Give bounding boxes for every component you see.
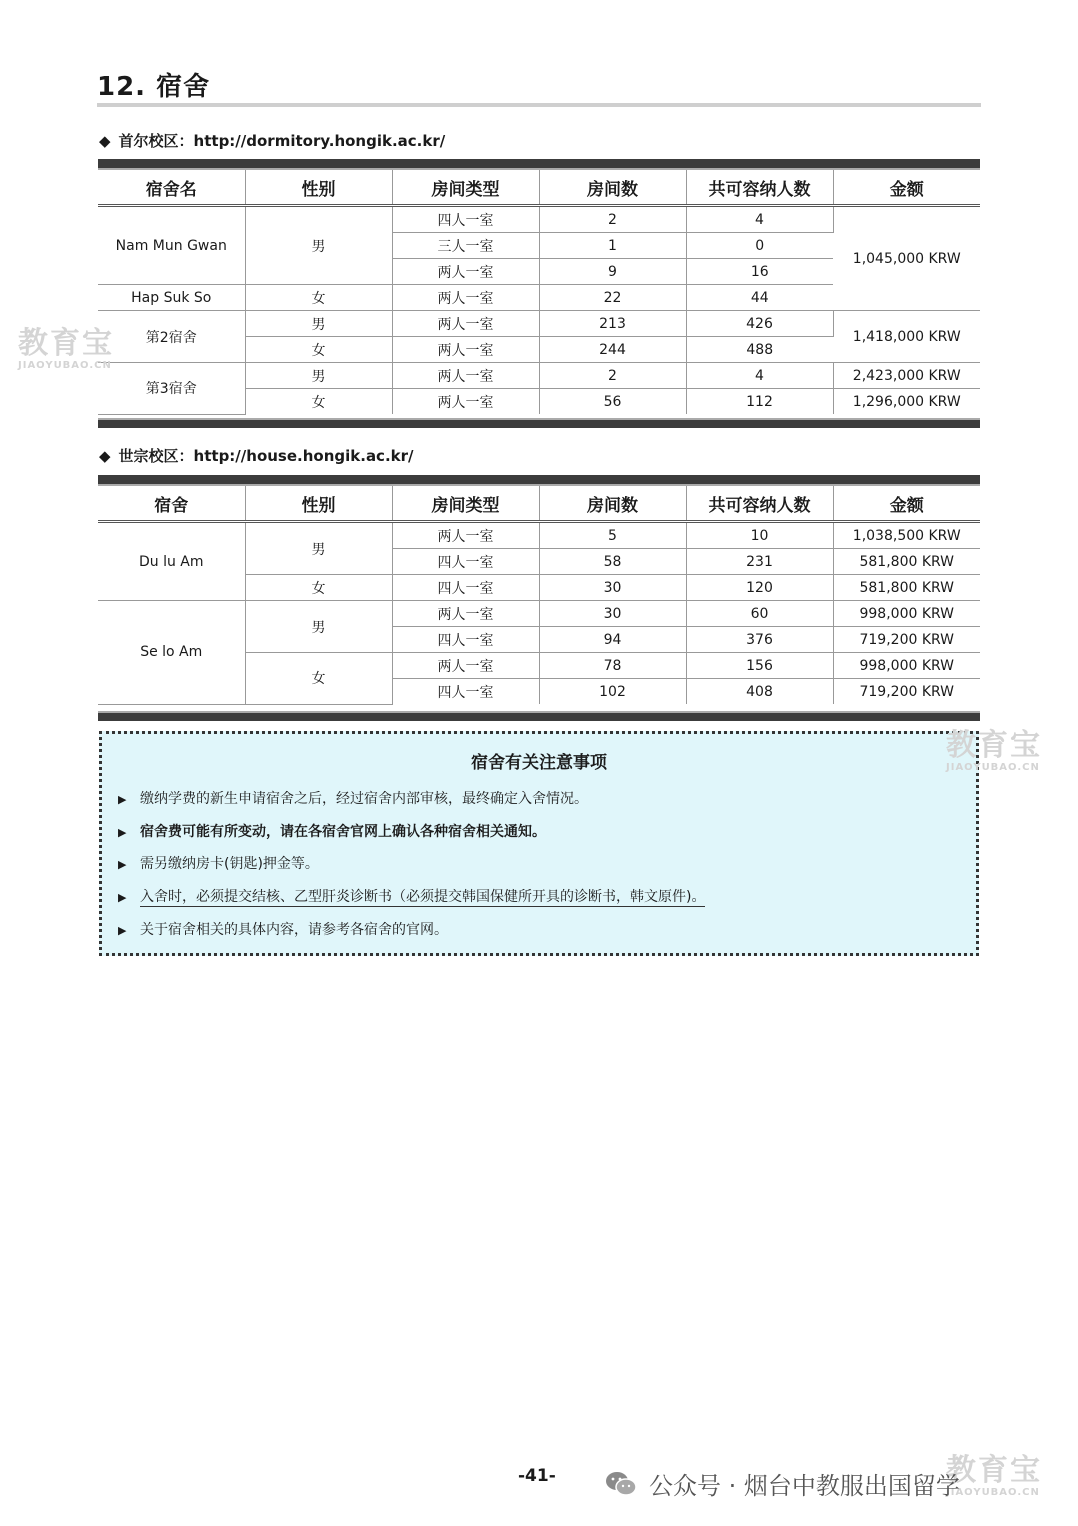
seoul-heading-text: 首尔校区：http://dormitory.hongik.ac.kr/	[118, 132, 446, 150]
capacity-cell: 4	[686, 206, 833, 233]
gender-cell: 男	[245, 601, 392, 653]
dorm-name-cell: Se lo Am	[98, 601, 245, 705]
table-row	[98, 311, 980, 337]
room-type-cell: 两人一室	[392, 601, 539, 627]
room-count-cell: 94	[539, 627, 686, 653]
diamond-icon: ◆	[99, 447, 111, 465]
room-count-cell: 22	[539, 285, 686, 311]
capacity-cell: 4	[686, 363, 833, 389]
room-type-cell: 四人一室	[392, 206, 539, 233]
notice-item: ▶ 关于宿舍相关的具体内容，请参考各宿舍的官网。	[118, 922, 448, 938]
header-cell: 房间类型	[392, 486, 539, 522]
room-type-cell: 两人一室	[392, 389, 539, 415]
watermark-logo: 教育宝 JIAOYUBAO.CN	[946, 1453, 1042, 1498]
notice-title: 宿舍有关注意事项	[471, 753, 607, 773]
capacity-cell: 112	[686, 389, 833, 415]
price-cell: 719,200 KRW	[859, 683, 955, 700]
page-title: 12. 宿舍	[97, 72, 211, 102]
capacity-cell: 60	[686, 601, 833, 627]
room-type-cell: 四人一室	[392, 549, 539, 575]
header-cell: 共可容纳人数	[686, 170, 833, 206]
room-count-cell: 56	[539, 389, 686, 415]
table-row	[98, 601, 980, 627]
page-number: -41-	[518, 1466, 556, 1486]
header-cell: 宿舍	[98, 486, 245, 522]
room-type-cell: 两人一室	[392, 363, 539, 389]
room-count-cell: 1	[539, 233, 686, 259]
room-type-cell: 两人一室	[392, 522, 539, 549]
capacity-cell: 231	[686, 549, 833, 575]
bullet-triangle-icon: ▶	[118, 924, 127, 937]
header-cell: 房间数	[539, 486, 686, 522]
title-rule	[97, 103, 981, 107]
gender-cell: 女	[245, 285, 392, 311]
header-cell: 共可容纳人数	[686, 486, 833, 522]
table-header-row	[98, 170, 980, 206]
gender-cell: 男	[245, 311, 392, 337]
header-cell: 房间数	[539, 170, 686, 206]
capacity-cell: 156	[686, 653, 833, 679]
capacity-cell: 44	[686, 285, 833, 311]
price-cell: 2,423,000 KRW	[833, 363, 980, 389]
price-cell: 719,200 KRW	[833, 627, 980, 653]
sejong-heading-text: 世宗校区：http://house.hongik.ac.kr/	[118, 447, 414, 465]
wechat-footer-text: 公众号 · 烟台中教服出国留学	[649, 1472, 960, 1500]
header-cell: 金额	[833, 170, 980, 206]
table-row	[98, 522, 980, 549]
watermark-logo: 教育宝 JIAOYUBAO.CN	[18, 326, 114, 371]
dorm-name-cell: Hap Suk So	[98, 285, 245, 311]
price-cell: 1,418,000 KRW	[833, 311, 980, 363]
notice-item: ▶ 入舍时，必须提交结核、乙型肝炎诊断书（必须提交韩国保健所开具的诊断书，韩文原件)。	[118, 889, 706, 905]
room-count-cell: 9	[539, 259, 686, 285]
table-header-row	[98, 486, 980, 522]
room-type-cell: 两人一室	[392, 311, 539, 337]
seoul-campus-heading	[99, 130, 445, 151]
notice-item: ▶ 宿舍费可能有所变动，请在各宿舍官网上确认各种宿舍相关通知。	[118, 824, 546, 840]
room-count-cell: 78	[539, 653, 686, 679]
table-top-bar	[98, 159, 980, 170]
capacity-cell: 16	[686, 259, 833, 285]
room-count-cell: 2	[539, 363, 686, 389]
price-cell: 1,045,000 KRW	[833, 206, 980, 311]
capacity-cell: 488	[686, 337, 833, 363]
sejong-dorm-table	[98, 486, 980, 705]
room-type-cell: 三人一室	[392, 233, 539, 259]
notice-item: ▶ 需另缴纳房卡(钥匙)押金等。	[118, 856, 319, 872]
room-count-cell: 5	[539, 522, 686, 549]
room-count-cell: 102	[539, 679, 686, 705]
price-cell: 1,038,500 KRW	[833, 522, 980, 549]
gender-cell: 男	[245, 363, 392, 389]
dorm-name-cell: Nam Mun Gwan	[98, 206, 245, 285]
bullet-triangle-icon: ▶	[118, 858, 127, 871]
notice-box	[99, 731, 979, 956]
gender-cell: 女	[245, 389, 392, 415]
table-row	[98, 363, 980, 389]
room-type-cell: 四人一室	[392, 627, 539, 653]
room-count-cell: 2	[539, 206, 686, 233]
bullet-triangle-icon: ▶	[118, 793, 127, 806]
table-top-bar	[98, 475, 980, 486]
room-count-cell: 30	[539, 575, 686, 601]
gender-cell: 女	[245, 575, 392, 601]
price-cell: 998,000 KRW	[833, 653, 980, 679]
bullet-triangle-icon: ▶	[118, 891, 127, 904]
dorm-name-cell: 第3宿舍	[98, 363, 245, 415]
seoul-dorm-table	[98, 170, 980, 415]
gender-cell: 女	[245, 653, 392, 705]
gender-cell: 男	[245, 522, 392, 575]
capacity-cell: 376	[686, 627, 833, 653]
table-row	[98, 206, 980, 233]
room-count-cell: 30	[539, 601, 686, 627]
notice-item: ▶ 缴纳学费的新生申请宿舍之后，经过宿舍内部审核，最终确定入舍情况。	[118, 791, 588, 807]
dorm-name-cell: 第2宿舍	[98, 311, 245, 363]
header-cell: 性别	[245, 170, 392, 206]
gender-cell: 女	[245, 337, 392, 363]
room-type-cell: 两人一室	[392, 337, 539, 363]
room-type-cell: 四人一室	[392, 575, 539, 601]
watermark-logo: 教育宝 JIAOYUBAO.CN	[946, 728, 1042, 773]
room-type-cell: 两人一室	[392, 653, 539, 679]
table-bottom-bar	[98, 418, 980, 428]
capacity-cell: 0	[686, 233, 833, 259]
header-cell: 房间类型	[392, 170, 539, 206]
wechat-footer	[605, 1466, 960, 1501]
capacity-cell: 10	[686, 522, 833, 549]
capacity-cell: 120	[686, 575, 833, 601]
room-type-cell: 两人一室	[392, 285, 539, 311]
capacity-cell: 426	[686, 311, 833, 337]
room-count-cell: 244	[539, 337, 686, 363]
price-cell: 581,800 KRW	[833, 575, 980, 601]
capacity-cell: 408	[686, 679, 833, 705]
dorm-name-cell: Du lu Am	[98, 522, 245, 601]
price-cell: 1,296,000 KRW	[852, 393, 961, 410]
diamond-icon: ◆	[99, 132, 111, 150]
gender-cell: 男	[245, 206, 392, 285]
sejong-campus-heading	[99, 445, 414, 466]
price-cell: 998,000 KRW	[833, 601, 980, 627]
table-bottom-bar	[98, 711, 980, 721]
room-count-cell: 58	[539, 549, 686, 575]
room-type-cell: 四人一室	[392, 679, 539, 705]
bullet-triangle-icon: ▶	[118, 826, 127, 839]
room-type-cell: 两人一室	[392, 259, 539, 285]
room-count-cell: 213	[539, 311, 686, 337]
header-cell: 性别	[245, 486, 392, 522]
header-cell: 金额	[833, 486, 980, 522]
wechat-icon	[605, 1470, 637, 1498]
header-cell: 宿舍名	[98, 170, 245, 206]
price-cell: 581,800 KRW	[833, 549, 980, 575]
